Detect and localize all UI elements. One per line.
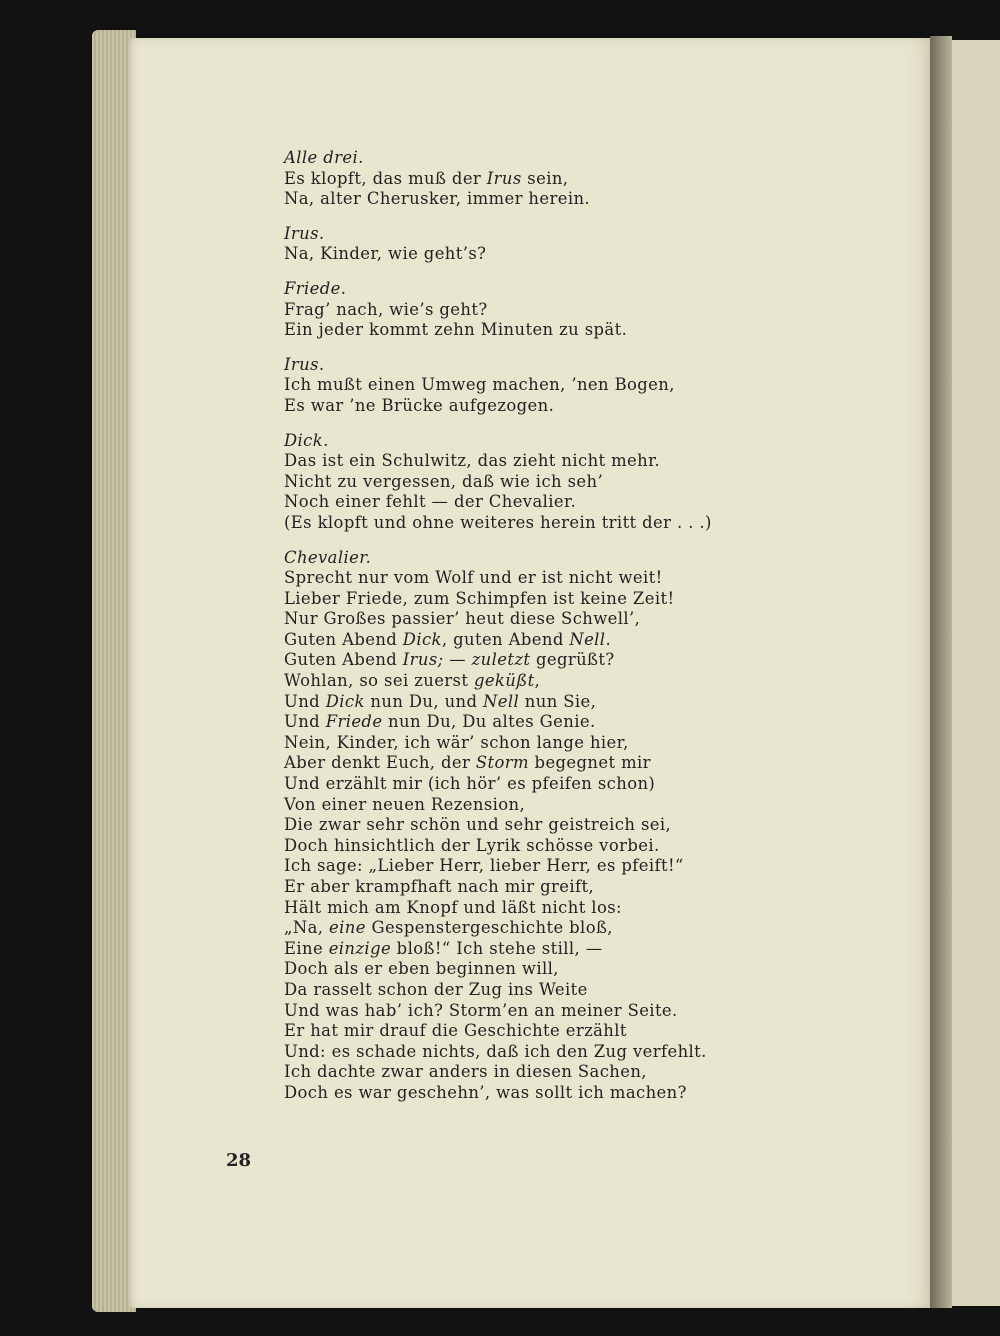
speaker-name: Dick.: [284, 430, 329, 450]
dialogue-block: [284, 548, 744, 1104]
verse-line: Nur Großes passier’ heut diese Schwell’,: [284, 609, 641, 629]
verse-line: Und Friede nun Du, Du altes Genie.: [284, 712, 596, 732]
verse-line: Doch es war geschehn’, was sollt ich machen?: [284, 1082, 687, 1102]
verse-line: Das ist ein Schulwitz, das zieht nicht mehr.: [284, 451, 661, 471]
verse-line: Es klopft, das muß der Irus sein,: [284, 168, 569, 188]
verse-line: Na, Kinder, wie geht’s?: [284, 244, 487, 264]
verse-line: Frag’ nach, wie’s geht?: [284, 299, 488, 319]
dialogue-block: [284, 355, 744, 417]
verse-line: Aber denkt Euch, der Storm begegnet mir: [284, 753, 651, 773]
verse-line: Nein, Kinder, ich wär’ schon lange hier,: [284, 732, 629, 752]
verse-line: Es war ’ne Brücke aufgezogen.: [284, 395, 555, 415]
verse-line: Na, alter Cherusker, immer herein.: [284, 189, 591, 209]
verse-line: Ein jeder kommt zehn Minuten zu spät.: [284, 320, 628, 340]
verse-line: Sprecht nur vom Wolf und er ist nicht weit!: [284, 568, 663, 588]
verse-line: Guten Abend Irus; — zuletzt gegrüßt?: [284, 650, 615, 670]
verse-line: Doch hinsichtlich der Lyrik schösse vorbei.: [284, 835, 660, 855]
verse-line: Hält mich am Knopf und läßt nicht los:: [284, 897, 622, 917]
dialogue-block: [284, 279, 744, 341]
verse-line: Guten Abend Dick, guten Abend Nell.: [284, 629, 612, 649]
verse-line: Er hat mir drauf die Geschichte erzählt: [284, 1021, 627, 1041]
page-number: 28: [226, 1150, 252, 1171]
speaker-name: Alle drei.: [284, 148, 364, 167]
verse-line: Und erzählt mir (ich hör’ es pfeifen schon): [284, 774, 656, 794]
verse-line: Er aber krampfhaft nach mir greift,: [284, 877, 595, 896]
verse-line: Von einer neuen Rezension,: [284, 794, 526, 814]
dialogue-block: [284, 148, 744, 210]
dialogue-block: [284, 224, 744, 265]
book-gutter: [930, 36, 952, 1308]
verse-line: Ich mußt einen Umweg machen, ’nen Bogen,: [284, 375, 675, 395]
verse-line: Die zwar sehr schön und sehr geistreich sei,: [284, 815, 672, 835]
verse-line: Eine einzige bloß!“ Ich stehe still, —: [284, 938, 603, 958]
facing-page: [952, 40, 1000, 1306]
verse-line: Und: es schade nichts, daß ich den Zug verfehlt.: [284, 1041, 707, 1061]
verse-line: (Es klopft und ohne weiteres herein tritt der . . .): [284, 512, 712, 532]
verse-line: Lieber Friede, zum Schimpfen ist keine Zeit!: [284, 588, 675, 608]
verse-line: Ich sage: „Lieber Herr, lieber Herr, es pfeift!“: [284, 856, 684, 876]
verse-line: Noch einer fehlt — der Chevalier.: [284, 492, 577, 512]
poem-text: [284, 148, 744, 1118]
verse-line: Ich dachte zwar anders in diesen Sachen,: [284, 1062, 647, 1082]
verse-line: Doch als er eben beginnen will,: [284, 959, 559, 979]
verse-line: Wohlan, so sei zuerst geküßt,: [284, 671, 541, 691]
speaker-name: Chevalier.: [284, 547, 372, 567]
verse-line: Nicht zu vergessen, daß wie ich seh’: [284, 471, 604, 491]
verse-line: „Na, eine Gespenstergeschichte bloß,: [284, 918, 613, 938]
verse-line: Und Dick nun Du, und Nell nun Sie,: [284, 691, 597, 711]
speaker-name: Irus.: [284, 223, 325, 243]
verse-line: Und was hab’ ich? Storm’en an meiner Seite.: [284, 1000, 678, 1020]
verse-line: Da rasselt schon der Zug ins Weite: [284, 979, 588, 999]
speaker-name: Friede.: [284, 278, 347, 298]
dialogue-block: [284, 431, 744, 534]
speaker-name: Irus.: [284, 354, 325, 374]
